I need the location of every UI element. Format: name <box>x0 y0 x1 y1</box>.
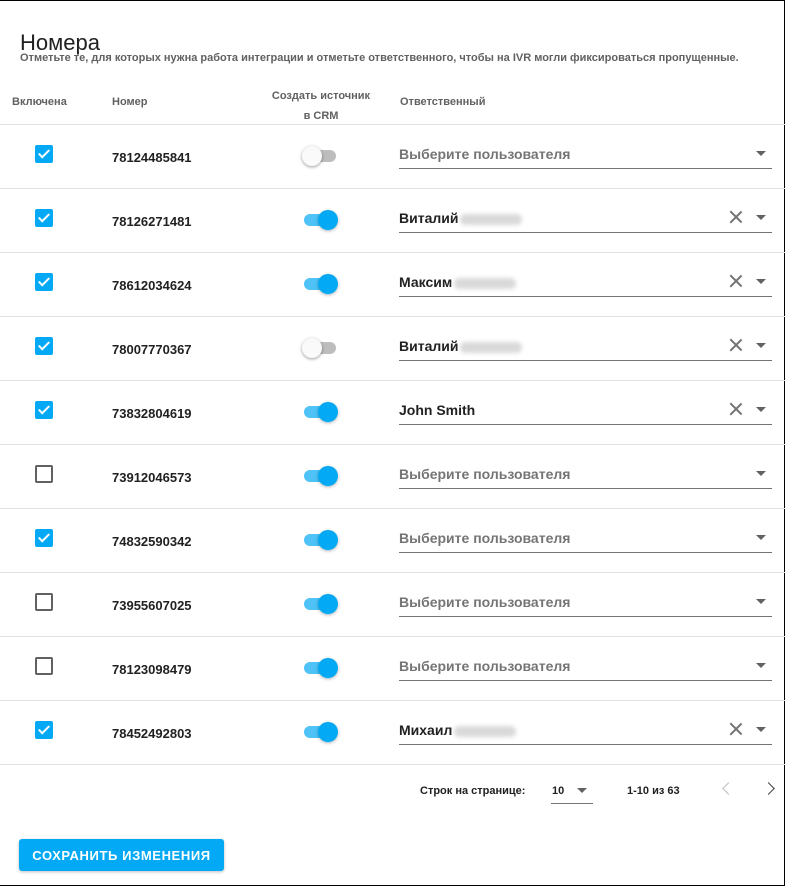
owner-select[interactable] <box>399 653 772 681</box>
owner-name <box>399 274 516 290</box>
table-row <box>0 253 785 317</box>
enabled-checkbox[interactable] <box>35 337 53 355</box>
caret-down-icon[interactable] <box>756 151 766 156</box>
crm-source-toggle[interactable] <box>302 721 338 743</box>
caret-down-icon[interactable] <box>756 599 766 604</box>
caret-down-icon <box>577 788 587 793</box>
owner-placeholder: Выберите пользователя <box>399 594 571 610</box>
enabled-checkbox[interactable] <box>35 657 53 675</box>
owner-select[interactable] <box>399 333 772 361</box>
toggle-thumb <box>302 146 322 166</box>
crm-source-toggle[interactable] <box>302 657 338 679</box>
crm-source-toggle[interactable] <box>302 593 338 615</box>
header-owner: Ответственный <box>400 96 486 108</box>
owner-placeholder: Выберите пользователя <box>399 530 571 546</box>
owner-placeholder: Выберите пользователя <box>399 466 571 482</box>
rows-per-page-value: 10 <box>552 785 565 797</box>
owner-select[interactable] <box>399 269 772 297</box>
owner-select[interactable] <box>399 397 772 425</box>
table-header <box>0 80 785 125</box>
owner-name <box>399 210 522 226</box>
crm-source-toggle[interactable] <box>302 145 338 167</box>
caret-down-icon[interactable] <box>756 535 766 540</box>
owner-name <box>399 338 522 354</box>
owner-first-name: Михаил <box>399 722 453 738</box>
header-create-source-line2: в CRM <box>303 110 339 122</box>
blurred-surname <box>454 278 516 289</box>
crm-source-toggle[interactable] <box>302 465 338 487</box>
table-body <box>0 125 785 765</box>
phone-number: 78452492803 <box>112 726 192 741</box>
pagination-range: 1-10 из 63 <box>627 785 680 797</box>
owner-name <box>399 722 516 738</box>
save-changes-button[interactable]: СОХРАНИТЬ ИЗМЕНЕНИЯ <box>19 839 224 871</box>
phone-number: 73912046573 <box>112 470 192 485</box>
caret-down-icon[interactable] <box>756 215 766 220</box>
phone-number: 78126271481 <box>112 214 192 229</box>
owner-select[interactable] <box>399 205 772 233</box>
table-row <box>0 381 785 445</box>
page-title: Номера <box>20 29 100 55</box>
blurred-surname <box>460 342 522 353</box>
crm-source-toggle[interactable] <box>302 209 338 231</box>
caret-down-icon[interactable] <box>756 663 766 668</box>
crm-source-toggle[interactable] <box>302 401 338 423</box>
enabled-checkbox[interactable] <box>35 401 53 419</box>
phone-number: 74832590342 <box>112 534 192 549</box>
phone-number: 73832804619 <box>112 406 192 421</box>
phone-number: 78124485841 <box>112 150 192 165</box>
close-icon[interactable] <box>728 401 744 417</box>
close-icon[interactable] <box>728 721 744 737</box>
owner-first-name: Виталий <box>399 338 459 354</box>
rows-per-page-label: Строк на странице: <box>420 785 526 797</box>
enabled-checkbox[interactable] <box>35 145 53 163</box>
pagination <box>0 764 785 816</box>
owner-select[interactable] <box>399 525 772 553</box>
owner-first-name: Максим <box>399 274 453 290</box>
phone-number: 78123098479 <box>112 662 192 677</box>
toggle-thumb <box>302 338 322 358</box>
caret-down-icon[interactable] <box>756 727 766 732</box>
table-row <box>0 189 785 253</box>
phone-number: 73955607025 <box>112 598 192 613</box>
header-create-source-line1: Создать источник <box>271 90 371 102</box>
table-row <box>0 445 785 509</box>
blurred-surname <box>454 726 516 737</box>
phone-number: 78007770367 <box>112 342 192 357</box>
owner-select[interactable] <box>399 717 772 745</box>
owner-placeholder: Выберите пользователя <box>399 146 571 162</box>
crm-source-toggle[interactable] <box>302 273 338 295</box>
owner-select[interactable] <box>399 589 772 617</box>
header-number: Номер <box>112 96 148 108</box>
table-row <box>0 573 785 637</box>
toggle-thumb <box>318 594 338 614</box>
table-row <box>0 701 785 765</box>
owner-select[interactable] <box>399 461 772 489</box>
close-icon[interactable] <box>728 209 744 225</box>
close-icon[interactable] <box>728 273 744 289</box>
owner-name <box>399 402 475 418</box>
rows-per-page-select[interactable] <box>551 778 593 804</box>
toggle-thumb <box>318 722 338 742</box>
owner-select[interactable] <box>399 141 772 169</box>
owner-placeholder: Выберите пользователя <box>399 658 571 674</box>
enabled-checkbox[interactable] <box>35 209 53 227</box>
caret-down-icon[interactable] <box>756 343 766 348</box>
toggle-thumb <box>318 658 338 678</box>
enabled-checkbox[interactable] <box>35 721 53 739</box>
phone-number: 78612034624 <box>112 278 192 293</box>
caret-down-icon[interactable] <box>756 471 766 476</box>
enabled-checkbox[interactable] <box>35 529 53 547</box>
toggle-thumb <box>318 466 338 486</box>
crm-source-toggle[interactable] <box>302 337 338 359</box>
toggle-thumb <box>318 274 338 294</box>
table-row <box>0 317 785 381</box>
header-create-source <box>266 86 376 126</box>
crm-source-toggle[interactable] <box>302 529 338 551</box>
caret-down-icon[interactable] <box>756 279 766 284</box>
toggle-thumb <box>318 530 338 550</box>
page-subtitle: Отметьте те, для которых нужна работа интеграции и отметьте ответственного, чтобы на IVR могли фиксироваться пропущенные. <box>20 52 739 64</box>
toggle-thumb <box>318 210 338 230</box>
table-row <box>0 637 785 701</box>
table-row <box>0 125 785 189</box>
caret-down-icon[interactable] <box>756 407 766 412</box>
blurred-surname <box>460 214 522 225</box>
close-icon[interactable] <box>728 337 744 353</box>
toggle-thumb <box>318 402 338 422</box>
enabled-checkbox[interactable] <box>35 273 53 291</box>
chevron-right-icon[interactable] <box>762 782 775 795</box>
header-enabled: Включена <box>12 96 67 108</box>
chevron-left-icon[interactable] <box>722 782 735 795</box>
owner-first-name: Виталий <box>399 210 459 226</box>
table-row <box>0 509 785 573</box>
enabled-checkbox[interactable] <box>35 593 53 611</box>
enabled-checkbox[interactable] <box>35 465 53 483</box>
owner-first-name: John Smith <box>399 402 476 418</box>
